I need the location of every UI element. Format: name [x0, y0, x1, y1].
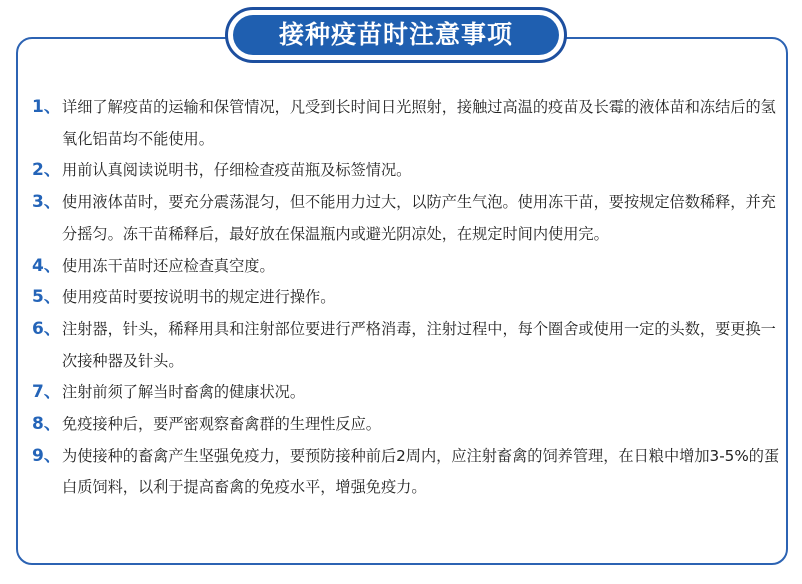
title-banner: [225, 7, 567, 63]
list-item: [32, 377, 784, 409]
item-number: 1、: [32, 97, 61, 117]
item-number: 9、: [32, 445, 61, 466]
item-number: 7、: [32, 382, 61, 403]
item-number: 4、: [32, 255, 61, 276]
item-text: 用前认真阅读说明书，仔细检查疫苗瓶及标签情况。: [62, 161, 412, 180]
item-text: 使用液体苗时，要充分震荡混匀，但不能用力过大，以防产生气泡。使用冻干苗，要按规定倍数稀释，并充分摇匀。冻干苗稀释后，最好放在保温瓶内或避光阴凉处，在规定时间内使用完。: [62, 193, 776, 243]
list-item: [32, 441, 784, 504]
item-text: 免疫接种后，要严密观察畜禽群的生理性反应。: [62, 415, 381, 434]
item-number: 5、: [32, 287, 61, 308]
list-item: [32, 409, 784, 441]
item-text: 使用冻干苗时还应检查真空度。: [62, 256, 275, 275]
list-item: [32, 187, 784, 250]
item-number: 6、: [32, 318, 61, 339]
item-text: 注射器，针头，稀释用具和注射部位要进行严格消毒，注射过程中，每个圈舍或使用一定的头数，要更换一次接种器及针头。: [62, 319, 776, 370]
item-number: 3、: [32, 192, 61, 213]
item-text: 使用疫苗时要按说明书的规定进行操作。: [62, 288, 336, 307]
item-text: 注射前须了解当时畜禽的健康状况。: [62, 383, 305, 402]
list-item: [32, 155, 784, 187]
list-item: [32, 282, 784, 314]
page-title: 接种疫苗时注意事项: [233, 15, 559, 55]
item-text: 详细了解疫苗的运输和保管情况，凡受到长时间日光照射，接触过高温的疫苗及长霉的液体苗和冻结后的氢氧化铝苗均不能使用。: [62, 98, 776, 148]
item-number: 2、: [32, 160, 61, 181]
list-item: [32, 92, 784, 155]
list-item: [32, 314, 784, 377]
item-text: 为使接种的畜禽产生坚强免疫力，要预防接种前后2周内，应注射畜禽的饲养管理，在日粮中增加3-5%的蛋白质饲料，以利于提高畜禽的免疫水平，增强免疫力。: [62, 446, 780, 497]
precaution-list: [32, 92, 784, 504]
item-number: 8、: [32, 414, 61, 435]
list-item: [32, 251, 784, 283]
